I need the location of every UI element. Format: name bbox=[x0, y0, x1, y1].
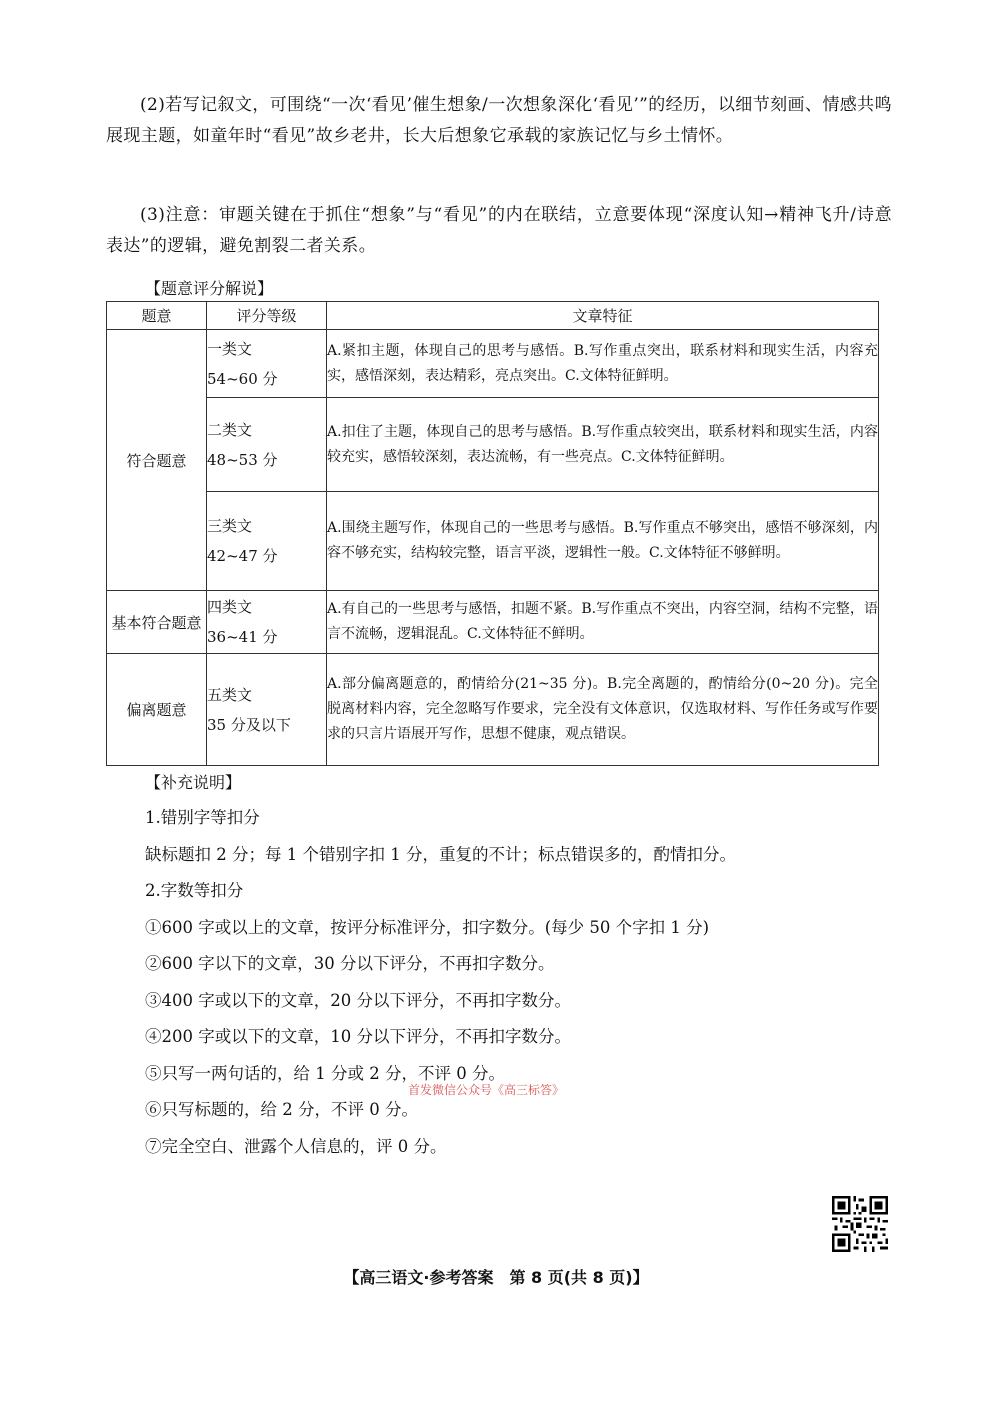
grading-table bbox=[106, 301, 879, 766]
page-footer: 【高三语文·参考答案 第 8 页(共 8 页)】 bbox=[343, 1268, 649, 1287]
grade-name: 四类文 bbox=[207, 598, 253, 616]
grade-cell bbox=[207, 492, 327, 591]
grade-score: 42~47 分 bbox=[207, 547, 278, 565]
table-header-row bbox=[107, 302, 879, 330]
rule-item: ③400 字或以下的文章，20 分以下评分，不再扣字数分。 bbox=[145, 991, 571, 1010]
watermark-text: 首发微信公众号《高三标答》 bbox=[408, 1083, 565, 1097]
table-row bbox=[107, 492, 879, 591]
table-row bbox=[107, 330, 879, 398]
item2-title: 2.字数等扣分 bbox=[145, 881, 244, 900]
rule-item: ②600 字以下的文章，30 分以下评分，不再扣字数分。 bbox=[145, 954, 555, 973]
grade-name: 一类文 bbox=[207, 339, 253, 358]
category-cell: 符合题意 bbox=[107, 330, 207, 591]
rule-item: ⑥只写标题的，给 2 分，不评 0 分。 bbox=[145, 1100, 418, 1119]
qr-code-icon bbox=[832, 1196, 888, 1252]
item1-title: 1.错别字等扣分 bbox=[145, 808, 260, 827]
item1-text: 缺标题扣 2 分；每 1 个错别字扣 1 分，重复的不计；标点错误多的，酌情扣分。 bbox=[145, 845, 736, 864]
grade-cell bbox=[207, 654, 327, 766]
header-cell: 评分等级 bbox=[207, 302, 327, 330]
grade-score: 35 分及以下 bbox=[207, 715, 291, 734]
feature-cell: A.围绕主题写作，体现自己的一些思考与感悟。B.写作重点不够突出，感悟不够深刻，内容不够充实，结构较完整，语言平淡，逻辑性一般。C.文体特征不够鲜明。 bbox=[327, 492, 879, 591]
paragraph-attention: (3)注意：审题关键在于抓住“想象”与“看见”的内在联结，立意要体现“深度认知→精神飞升/诗意表达”的逻辑，避免割裂二者关系。 bbox=[106, 205, 892, 256]
table-row bbox=[107, 398, 879, 492]
feature-cell: A.扣住了主题，体现自己的思考与感悟。B.写作重点较突出，联系材料和现实生活，内容较充实，感悟较深刻，表达流畅，有一些亮点。C.文体特征鲜明。 bbox=[327, 398, 879, 492]
header-cell: 题意 bbox=[107, 302, 207, 330]
table-heading: 【题意评分解说】 bbox=[145, 279, 274, 298]
grade-score: 48~53 分 bbox=[207, 450, 278, 469]
grade-cell bbox=[207, 330, 327, 398]
table-row bbox=[107, 591, 879, 654]
supplement-heading: 【补充说明】 bbox=[145, 773, 242, 792]
grade-cell bbox=[207, 591, 327, 654]
feature-cell: A.有自己的一些思考与感悟，扣题不紧。B.写作重点不突出，内容空洞，结构不完整，语言不流畅，逻辑混乱。C.文体特征不鲜明。 bbox=[327, 591, 879, 654]
table-row bbox=[107, 654, 879, 766]
grade-score: 54~60 分 bbox=[207, 369, 278, 388]
grade-score: 36~41 分 bbox=[207, 628, 278, 646]
header-cell: 文章特征 bbox=[327, 302, 879, 330]
grade-cell bbox=[207, 398, 327, 492]
paragraph-essay-narrative: (2)若写记叙文，可围绕“一次‘看见’催生想象/一次想象深化‘看见’”的经历，以细节刻画、情感共鸣展现主题，如童年时“看见”故乡老井，长大后想象它承载的家族记忆与乡土情怀。 bbox=[106, 95, 892, 146]
category-cell: 偏离题意 bbox=[107, 654, 207, 766]
rule-item: ⑦完全空白、泄露个人信息的，评 0 分。 bbox=[145, 1137, 447, 1156]
rule-item: ④200 字或以下的文章，10 分以下评分，不再扣字数分。 bbox=[145, 1027, 571, 1046]
rule-item: ⑤只写一两句话的，给 1 分或 2 分，不评 0 分。 bbox=[145, 1064, 505, 1083]
feature-cell: A.紧扣主题，体现自己的思考与感悟。B.写作重点突出，联系材料和现实生活，内容充实，感悟深刻，表达精彩，亮点突出。C.文体特征鲜明。 bbox=[327, 330, 879, 398]
feature-cell: A.部分偏离题意的，酌情给分(21~35 分)。B.完全离题的，酌情给分(0~20 分)。完全脱离材料内容，完全忽略写作要求，完全没有文体意识，仅选取材料、写作任务或写作要求的只言片语展开写作，思想不健康，观点错误。 bbox=[327, 654, 879, 766]
grade-name: 二类文 bbox=[207, 420, 253, 439]
grade-name: 五类文 bbox=[207, 685, 253, 704]
rule-item: ①600 字或以上的文章，按评分标准评分，扣字数分。(每少 50 个字扣 1 分) bbox=[145, 918, 710, 937]
category-cell: 基本符合题意 bbox=[107, 591, 207, 654]
grade-name: 三类文 bbox=[207, 517, 253, 535]
